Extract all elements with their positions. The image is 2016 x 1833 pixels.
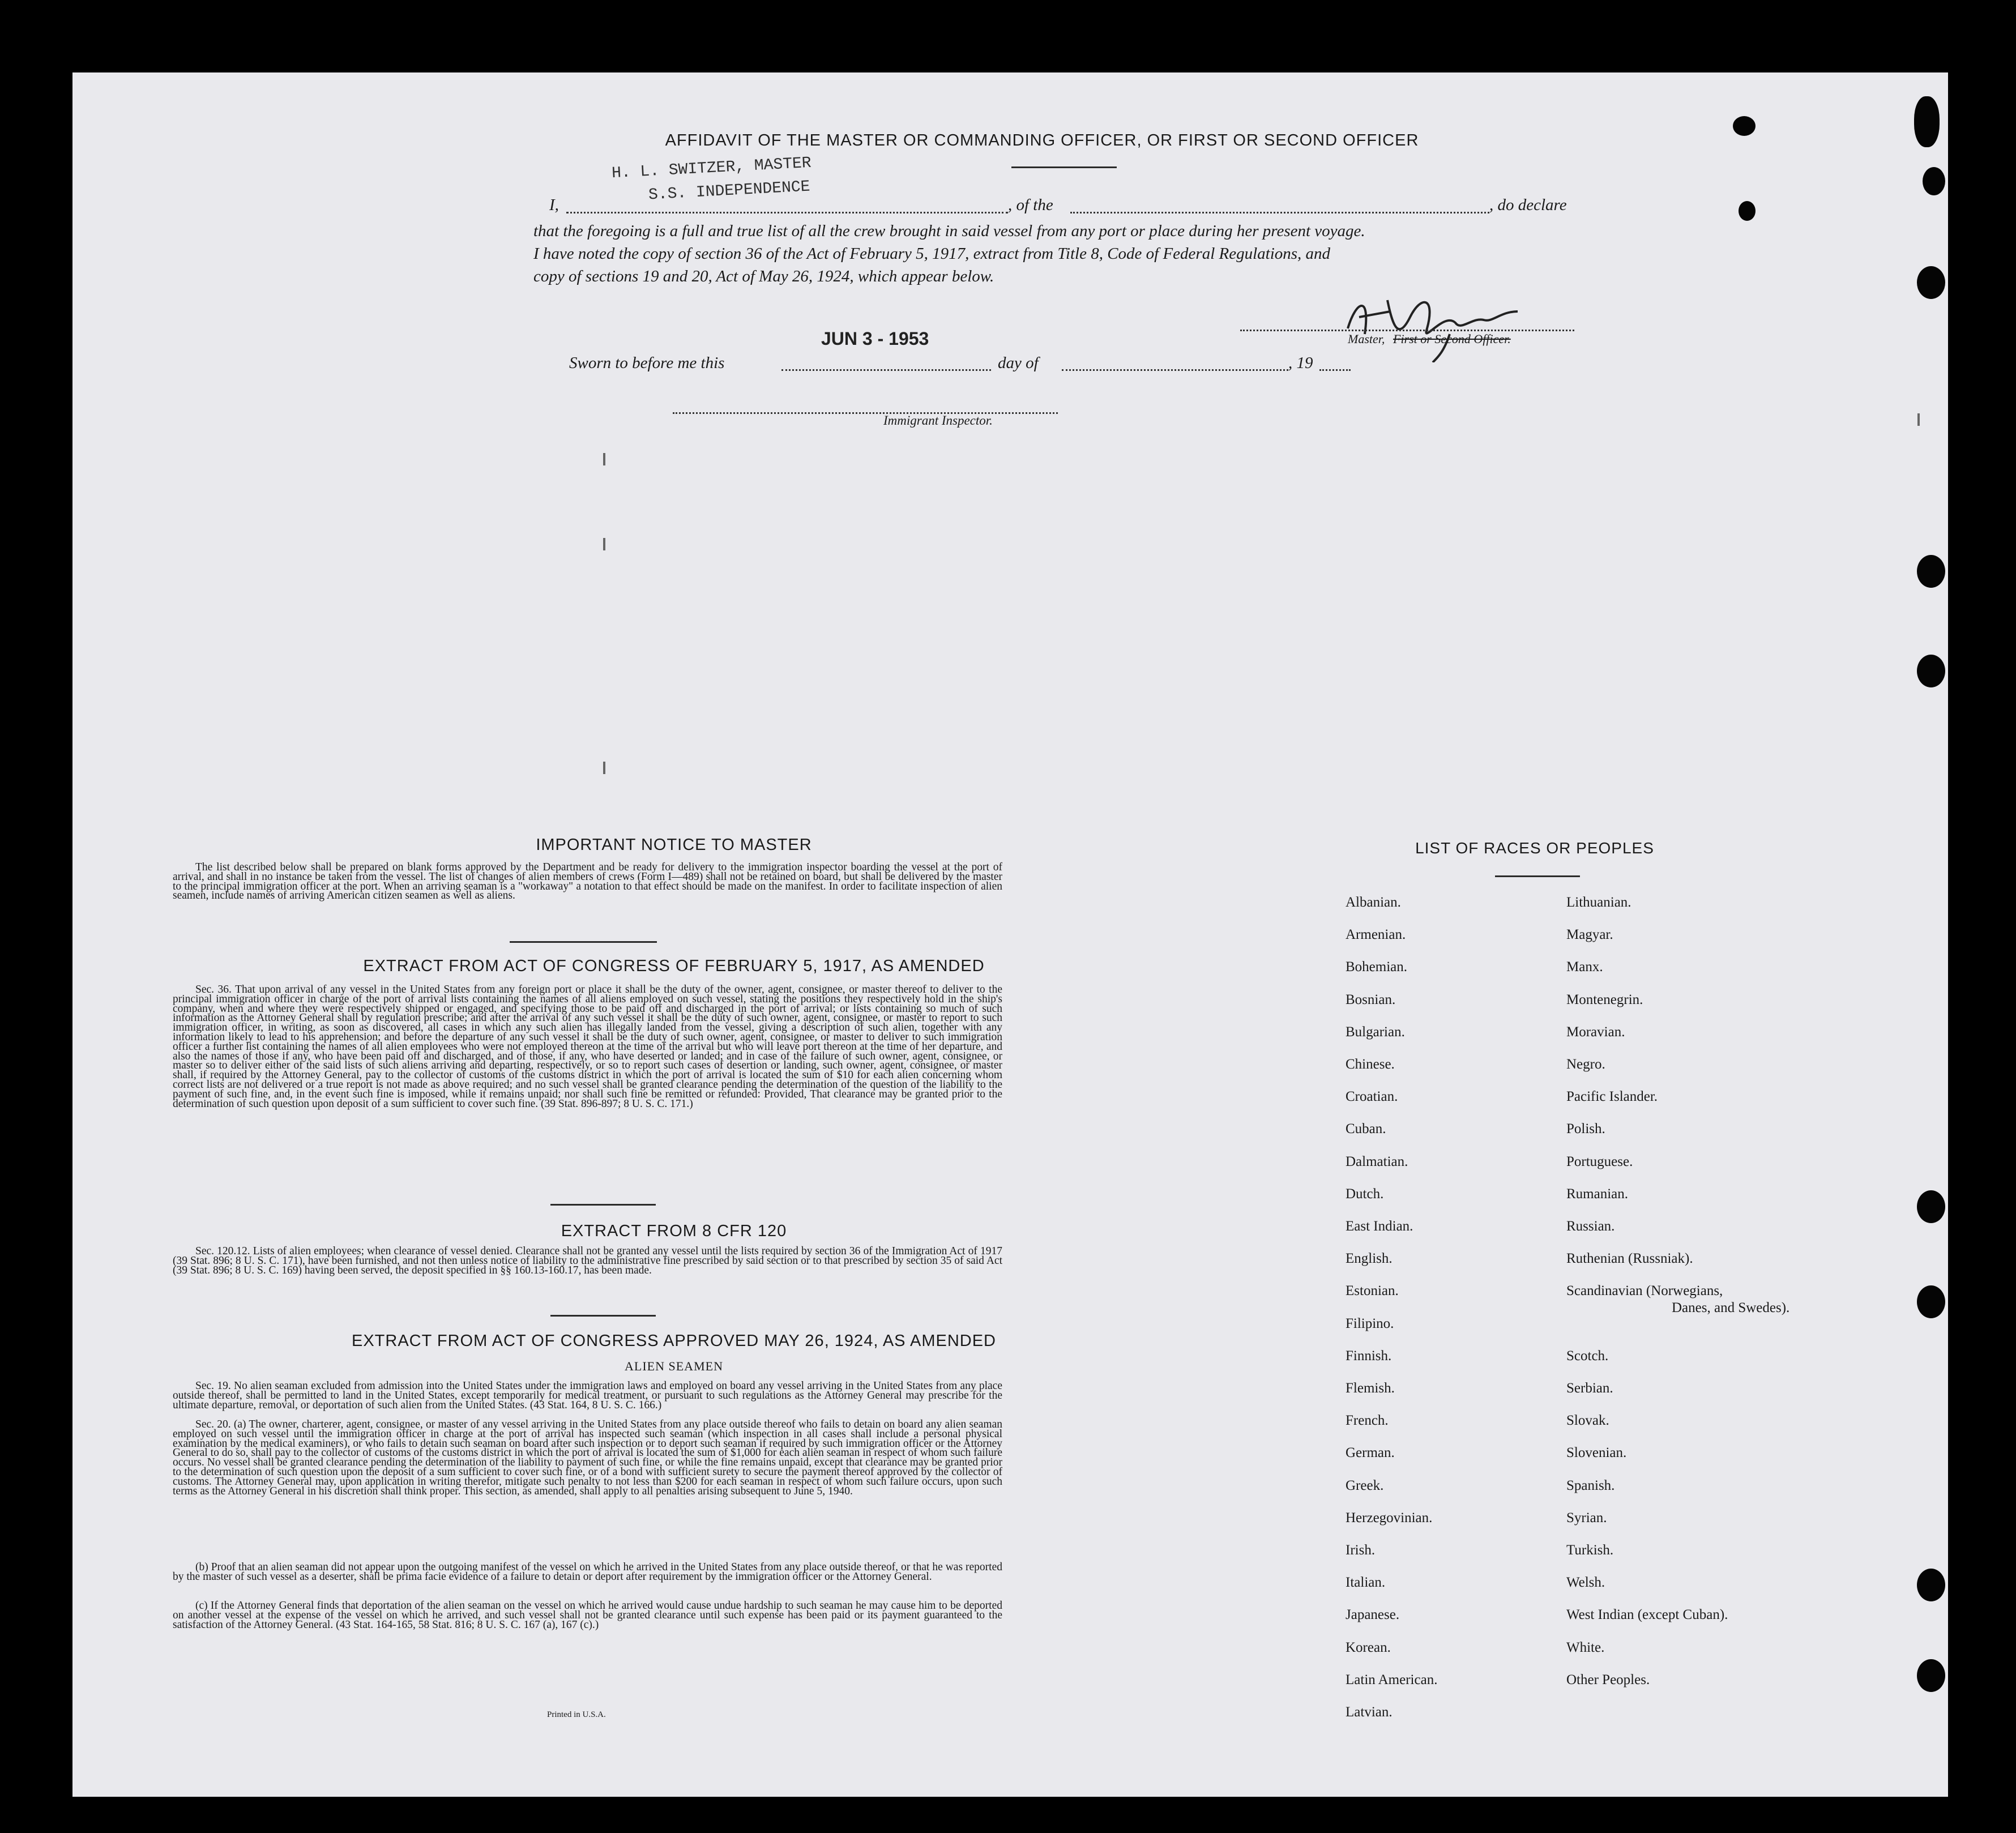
affidavit-line-2: that the foregoing is a full and true list of all the crew brought in said vessel from any port or place during her present voyage. [533,222,1365,240]
race-item: Moravian. [1566,1024,1625,1040]
date-stamp: JUN 3 - 1953 [821,328,929,349]
race-item: Latvian. [1346,1704,1393,1720]
extract-1917-text: Sec. 36. That upon arrival of any vessel in the United States from any foreign port or place it shall be the duty of the owner, agent, consignee, or master thereof to deliver to the principal immigration officer in charge of the port of arrival lists containing the names of all aliens employed on such vessel, stating the positions they respectively hold in the ship's company, when and where they were respectively shipped or engaged, and specifying those to be paid off and discharged in the port of arrival; or lists containing so much of such information as the Attorney General shall by regulation prescribe; and after the arrival of any such vessel it shall be the duty of such owner, agent, consignee, or master to report to such immigration officer, in writing, as soon as discovered, all cases in which any such alien has illegally landed from the vessel, giving a description of such alien, together with any information likely to lead to his apprehension; and before the departure of any such vessel it shall be the duty of such owner, agent, consignee, or master to deliver to such immigration officer a further list containing the names of all alien employees who were not employed thereon at the time of the arrival but who will leave port thereon at the time of her departure, and also the names of those if any, who have been paid off and discharged, and of those, if any, who have deserted or landed; and in case of the failure of such owner, agent, consignee, or master so to deliver either of the said lists of such aliens arriving and departing, respectively, or so to report such cases of desertion or landing, such owner, agent, consignee, or master shall, if required by the Attorney General, pay to the collector of customs of the customs district in which the port of arrival is located the sum of $10 for each alien concerning whom correct lists are not delivered or a true report is not made as above required; and no such vessel shall be granted clearance pending the determination of the question of the liability to the payment of such fine, and, in the event such fine is imposed, while it remains unpaid; nor shall such fine be remitted or refunded: Provided, That clearance may be granted prior to the determination of such question upon deposit of a sum sufficient to cover such fine. (39 Stat. 896-897; 8 U. S. C. 171.) [173,984,1002,1110]
race-item: Polish. [1566,1121,1605,1137]
race-item: Danes, and Swedes). [1672,1300,1790,1316]
race-item: Flemish. [1346,1381,1395,1396]
race-item: Italian. [1346,1575,1386,1591]
month-blank [1062,369,1288,371]
race-item: East Indian. [1346,1219,1413,1234]
race-item: Japanese. [1346,1607,1400,1623]
race-item: Dalmatian. [1346,1153,1408,1169]
sec-20c-text: (c) If the Attorney General finds that deportation of the alien seaman on the vessel on which he arrived would cause undue hardship to such seaman he may cause him to be deported on another vessel at the expense of the vessel on which he arrived, and such vessel shall not be granted clearance until such expense has been paid or its payment guaranteed to the satisfaction of the Attorney General. (43 Stat. 164-165, 58 Stat. 816; 8 U. S. C. 167 (a), 167 (c).) [173,1600,1002,1631]
race-item: Latin American. [1346,1672,1438,1687]
signature-caption-master: Master, [1348,332,1385,346]
handwritten-signature [1336,277,1529,362]
day-of-label: day of [998,354,1039,372]
title-divider [1011,166,1117,168]
signature-caption-struck: First or Second Officer. [1393,332,1511,346]
affidavit-line-4: copy of sections 19 and 20, Act of May 26, 1924, which appear below. [533,267,994,285]
sec-19-text: Sec. 19. No alien seaman excluded from admission into the United States under the immigration laws and employed on board any vessel arriving in the United States from any place outside thereof, shall be permitted to land in the United States, except temporarily for medical treatment, or pursuant to such regulations as the Attorney General may prescribe for the ultimate departure, removal, or deportation of such alien from the United States. (43 Stat. 164, 8 U. S. C. 166.) [173,1380,1002,1411]
printed-in-usa: Printed in U.S.A. [547,1710,606,1719]
race-item: English. [1346,1251,1393,1267]
race-item: Manx. [1566,959,1603,975]
binder-hole [1917,555,1945,588]
race-item: Montenegrin. [1566,992,1643,1007]
race-item: Greek. [1346,1477,1384,1493]
race-item: German. [1346,1445,1395,1461]
affidavit-i-label: I, [549,196,559,214]
extract-1924-title: EXTRACT FROM ACT OF CONGRESS APPROVED MAY 26, 1924, AS AMENDED [352,1332,996,1350]
race-item: Spanish. [1566,1477,1615,1493]
race-item: Filipino. [1346,1315,1394,1331]
affidavit-line-3: I have noted the copy of section 36 of the Act of February 5, 1917, extract from Title 8, Code of Federal Regulations, and [533,245,1331,263]
scan-mark [603,762,605,774]
binder-hole [1917,655,1945,687]
notice-text: The list described below shall be prepared on blank forms approved by the Department and be ready for delivery to the immigration inspector boarding the vessel at the port of arrival, and shall in no instance be taken from the vessel. The list of changes of alien members of crews (Form I—489) shall not be retained on board, but shall be delivered by the master to the principal immigration officer at the port. When an arriving seaman is a "workaway" a notation to that effect should be made on the manifest. In order to facilitate inspection of alien seamen, include names of arriving American citizen seamen as well as aliens. [173,861,1002,902]
signature-line [1240,330,1574,331]
race-item: West Indian (except Cuban). [1566,1607,1728,1623]
notice-title: IMPORTANT NOTICE TO MASTER [536,836,812,854]
race-item: Portuguese. [1566,1153,1633,1169]
scan-mark [603,453,605,465]
race-item: White. [1566,1639,1605,1655]
extract-cfr-title: EXTRACT FROM 8 CFR 120 [561,1222,787,1240]
binder-hole [1917,1659,1945,1692]
ink-blot [1739,201,1756,221]
divider-3 [550,1315,656,1317]
sec-20b-text: (b) Proof that an alien seaman did not appear upon the outgoing manifest of the vessel on which he arrived in the United States from any place outside thereof, or that he was reported by the master of such vessel as a deserter, shall be prima facie evidence of a failure to detain or deport after requirement by the immigration officer or the Attorney General. [173,1561,1002,1583]
race-item: Scotch. [1566,1348,1609,1364]
vessel-blank [1070,212,1489,213]
day-blank [781,369,991,371]
race-item: Negro. [1566,1057,1605,1072]
race-item: Armenian. [1346,927,1406,943]
binder-hole [1917,1190,1945,1223]
sworn-label: Sworn to before me this [569,354,725,372]
race-item: Syrian. [1566,1510,1607,1526]
race-item: Korean. [1346,1639,1391,1655]
affidavit-title: AFFIDAVIT OF THE MASTER OR COMMANDING OFFICER, OR FIRST OR SECOND OFFICER [665,131,1419,149]
race-item: Serbian. [1566,1381,1613,1396]
race-item: Turkish. [1566,1543,1614,1558]
typed-vessel-name: S.S. INDEPENDENCE [648,178,811,204]
race-item: Cuban. [1346,1121,1386,1137]
race-item: Slovak. [1566,1413,1609,1429]
binder-hole [1917,1285,1945,1318]
race-item: Bohemian. [1346,959,1408,975]
scan-mark [603,538,605,550]
extract-cfr-text: Sec. 120.12. Lists of alien employees; when clearance of vessel denied. Clearance shall not be granted any vessel until the lists required by section 36 of the Immigration Act of 1917 (39 Stat. 896; 8 U. S. C. 171), have been furnished, and not then unless notice of liability to the administrative fine prescribed by said section or to that prescribed by section 35 of said Act (39 Stat. 896; 8 U. S. C. 169) having been served, the deposit specified in §§ 160.13-160.17, has been made. [173,1245,1002,1276]
race-item: Bosnian. [1346,992,1396,1007]
binder-hole [1923,167,1945,195]
race-item: Russian. [1566,1219,1615,1234]
race-item: Bulgarian. [1346,1024,1405,1040]
race-item: Dutch. [1346,1186,1384,1202]
year-label: , 19 [1288,354,1313,372]
races-divider [1495,875,1580,877]
extract-1924-subtitle: ALIEN SEAMEN [625,1359,723,1373]
inspector-caption: Immigrant Inspector. [883,413,993,428]
race-item: Welsh. [1566,1575,1605,1591]
of-the-label: , of the [1008,196,1053,214]
scan-mark [1917,413,1920,426]
do-declare-label: , do declare [1489,196,1567,214]
document-page [72,72,1948,1797]
divider-1 [510,941,657,943]
race-item: Rumanian. [1566,1186,1629,1202]
binder-hole [1917,1569,1945,1601]
race-item: Ruthenian (Russniak). [1566,1251,1693,1267]
race-item: Estonian. [1346,1283,1399,1299]
binder-hole [1917,266,1945,299]
typed-master-name: H. L. SWITZER, MASTER [611,154,812,183]
inspector-line [673,412,1058,414]
divider-2 [550,1204,656,1206]
race-item: Herzegovinian. [1346,1510,1433,1526]
races-title: LIST OF RACES OR PEOPLES [1415,839,1654,857]
name-blank [566,212,1008,213]
race-item: Other Peoples. [1566,1672,1650,1687]
race-item: Lithuanian. [1566,895,1631,910]
ink-blot [1733,116,1756,136]
race-item: French. [1346,1413,1389,1429]
race-item: Pacific Islander. [1566,1089,1658,1105]
race-item: Croatian. [1346,1089,1398,1105]
sec-20a-text: Sec. 20. (a) The owner, charterer, agent, consignee, or master of any vessel arriving in the United States from any place outside thereof who fails to detain on board any alien seaman employed on such vessel until the immigration officer in charge at the port of arrival has inspected such seaman (which inspection in all cases shall include a personal physical examination by the medical examiners), or who fails to detain such seaman on board after such inspection or to deport such seaman if required by such immigration officer or the Attorney General to do so, shall pay to the collector of customs of the customs district in which the port of arrival is located the sum of $1,000 for each alien seaman in respect of whom such failure occurs. No vessel shall be granted clearance pending the determination of the liability to payment of such fine, or while the fine remains unpaid, except that clearance may be granted prior to the determination of such question upon the deposit of a sum sufficient to cover such fine, or of a bond with sufficient surety to secure the payment thereof approved by the collector of customs. The Attorney General may, upon application in writing therefor, mitigate such penalty to not less than $200 for each seaman in respect of whom such failure occurs, upon such terms as the Attorney General in his discretion shall think proper. This section, as amended, shall apply to all penalties arising subsequent to June 5, 1940. [173,1418,1002,1497]
race-item: Slovenian. [1566,1445,1627,1461]
race-item: Finnish. [1346,1348,1392,1364]
race-item: Scandinavian (Norwegians, [1566,1283,1723,1299]
extract-1917-title: EXTRACT FROM ACT OF CONGRESS OF FEBRUARY 5, 1917, AS AMENDED [363,957,985,975]
race-item: Magyar. [1566,927,1613,943]
year-blank [1319,369,1351,371]
race-item: Albanian. [1346,895,1401,910]
ink-blot [1914,96,1940,147]
race-item: Irish. [1346,1543,1376,1558]
race-item: Chinese. [1346,1057,1395,1072]
